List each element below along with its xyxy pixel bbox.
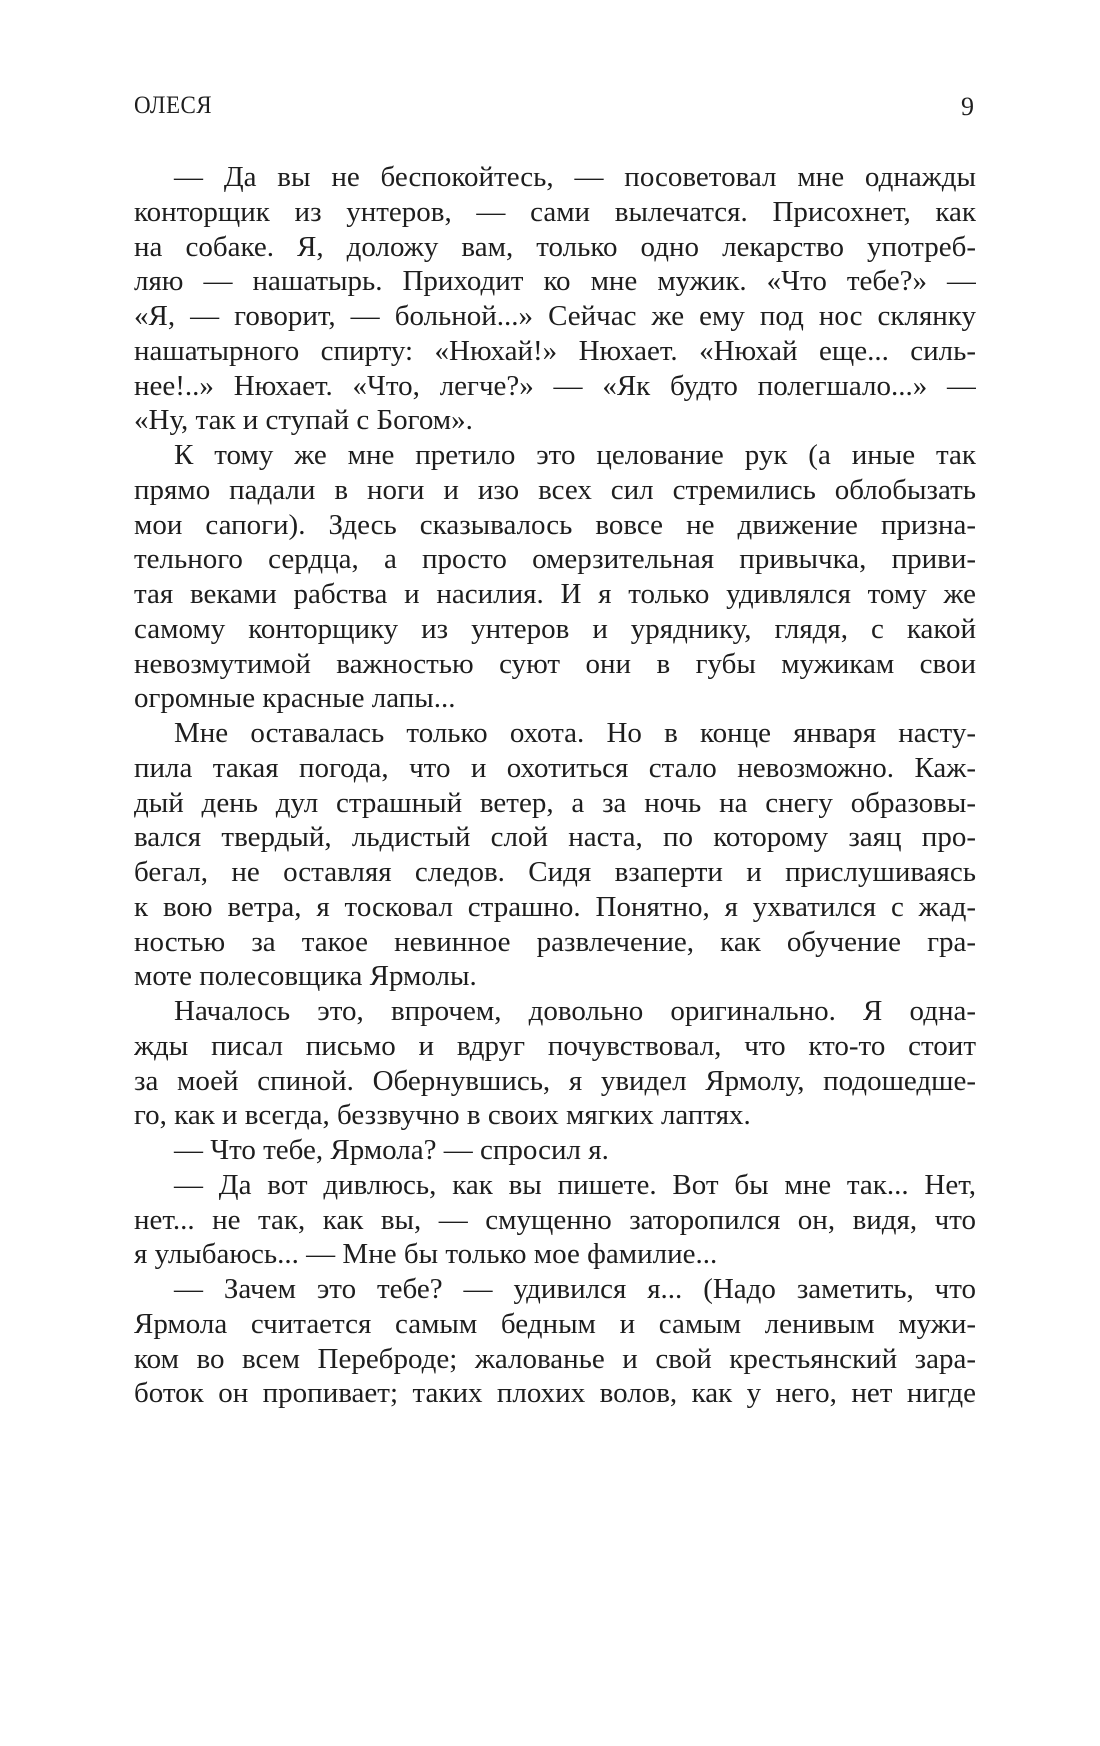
- running-head: [134, 92, 976, 124]
- text-line: [134, 1133, 976, 1168]
- text-line: [134, 195, 976, 230]
- text-line-content: — Да вот дивлюсь, как вы пишете. Вот бы мне так... Нет,: [174, 1168, 976, 1201]
- text-line-content: на собаке. Я, доложу вам, только одно лекарство употреб-: [134, 230, 976, 263]
- text-line-content: нет... не так, как вы, — смущенно заторопился он, видя, что: [134, 1203, 976, 1236]
- text-line: [134, 1168, 976, 1203]
- text-line-content: ком во всем Переброде; жалованье и свой крестьянский зара-: [134, 1342, 976, 1375]
- text-line-content: прямо падали в ноги и изо всех сил стремились облобызать: [134, 473, 976, 506]
- text-line-content: тельного сердца, а просто омерзительная привычка, приви-: [134, 543, 976, 576]
- text-line-content: жды писал письмо и вдруг почувствовал, что кто-то стоит: [134, 1029, 976, 1062]
- text-line: [134, 890, 976, 925]
- text-line-content: вался твердый, льдистый слой наста, по которому заяц про-: [134, 821, 976, 854]
- text-line: [134, 508, 976, 543]
- text-line: [134, 230, 976, 265]
- text-line: [134, 334, 976, 369]
- text-line: [134, 647, 976, 682]
- text-line-content: дый день дул страшный ветер, а за ночь на снегу образовы-: [134, 786, 976, 819]
- text-line: [134, 612, 976, 647]
- text-line-content: тая веками рабства и насилия. И я только удивлялся тому же: [134, 578, 976, 610]
- text-line-content: моте полесовщика Ярмолы.: [134, 960, 477, 993]
- text-line-content: самому конторщику из унтеров и уряднику, глядя, с какой: [134, 612, 976, 645]
- text-line-content: к вою ветра, я тосковал страшно. Понятно, я ухватился с жад-: [134, 890, 976, 923]
- text-line-content: ляю — нашатырь. Приходит ко мне мужик. «Что тебе?» —: [134, 265, 976, 298]
- text-line: [134, 160, 976, 195]
- text-line-content: «Ну, так и ступай с Богом».: [134, 404, 473, 437]
- text-line-content: нашатырного спирту: «Нюхай!» Нюхает. «Нюхай еще... силь-: [134, 334, 976, 367]
- text-line: [134, 1203, 976, 1238]
- text-line: [134, 264, 976, 299]
- text-line: [134, 925, 976, 960]
- text-line-content: го, как и всегда, беззвучно в своих мягких лаптях.: [134, 1099, 751, 1132]
- text-line-content: К тому же мне претило это целование рук (а иные так: [174, 439, 976, 471]
- text-line-content: «Я, — говорит, — больной...» Сейчас же ему под нос склянку: [134, 300, 976, 332]
- text-line-content: огромные красные лапы...: [134, 682, 456, 715]
- text-line-content: Началось это, впрочем, довольно оригинально. Я одна-: [174, 995, 976, 1027]
- text-line-content: боток он пропивает; таких плохих волов, как у него, нет нигде: [134, 1377, 976, 1410]
- text-line: [134, 1307, 976, 1342]
- text-line: [134, 681, 976, 716]
- text-line-content: Мне оставалась только охота. Но в конце января насту-: [174, 717, 976, 749]
- text-line-content: мои сапоги). Здесь сказывалось вовсе не движение призна-: [134, 508, 976, 541]
- text-line-content: пила такая погода, что и охотиться стало невозможно. Каж-: [134, 751, 976, 784]
- text-line: [134, 855, 976, 890]
- text-line: [134, 751, 976, 786]
- text-line-content: невозмутимой важностью суют они в губы мужикам свои: [134, 647, 976, 680]
- text-line-content: — Да вы не беспокойтесь, — посоветовал мне однажды: [174, 161, 976, 193]
- text-line: [134, 1098, 976, 1133]
- text-line: [134, 1064, 976, 1099]
- text-line: [134, 299, 976, 334]
- text-line-content: нее!..» Нюхает. «Что, легче?» — «Як будто полегшало...» —: [134, 369, 976, 402]
- text-line-content: я улыбаюсь... — Мне бы только мое фамилие...: [134, 1238, 718, 1271]
- text-line: [134, 542, 976, 577]
- text-line: [134, 438, 976, 473]
- text-line-content: за моей спиной. Обернувшись, я увидел Ярмолу, подошедше-: [134, 1064, 976, 1097]
- text-line-content: Ярмола считается самым бедным и самым ленивым мужи-: [134, 1307, 976, 1340]
- text-line-content: — Зачем это тебе? — удивился я... (Надо заметить, что: [174, 1273, 976, 1305]
- text-line: [134, 1376, 976, 1411]
- text-line: [134, 1029, 976, 1064]
- body-text: [134, 160, 976, 1411]
- text-line: [134, 1342, 976, 1377]
- text-line: [134, 820, 976, 855]
- running-title: ОЛЕСЯ: [134, 92, 213, 119]
- text-line: [134, 403, 976, 438]
- text-line: [134, 577, 976, 612]
- text-line: [134, 786, 976, 821]
- text-line: [134, 716, 976, 751]
- text-line-content: конторщик из унтеров, — сами вылечатся. Присохнет, как: [134, 195, 976, 228]
- text-line-content: — Что тебе, Ярмола? — спросил я.: [174, 1134, 609, 1166]
- text-line: [134, 994, 976, 1029]
- text-line: [134, 1237, 976, 1272]
- page-number: 9: [961, 92, 974, 121]
- text-line: [134, 369, 976, 404]
- text-line-content: ностью за такое невинное развлечение, как обучение гра-: [134, 925, 976, 958]
- text-line: [134, 1272, 976, 1307]
- text-line: [134, 473, 976, 508]
- text-line-content: бегал, не оставляя следов. Сидя взаперти и прислушиваясь: [134, 856, 976, 888]
- text-line: [134, 959, 976, 994]
